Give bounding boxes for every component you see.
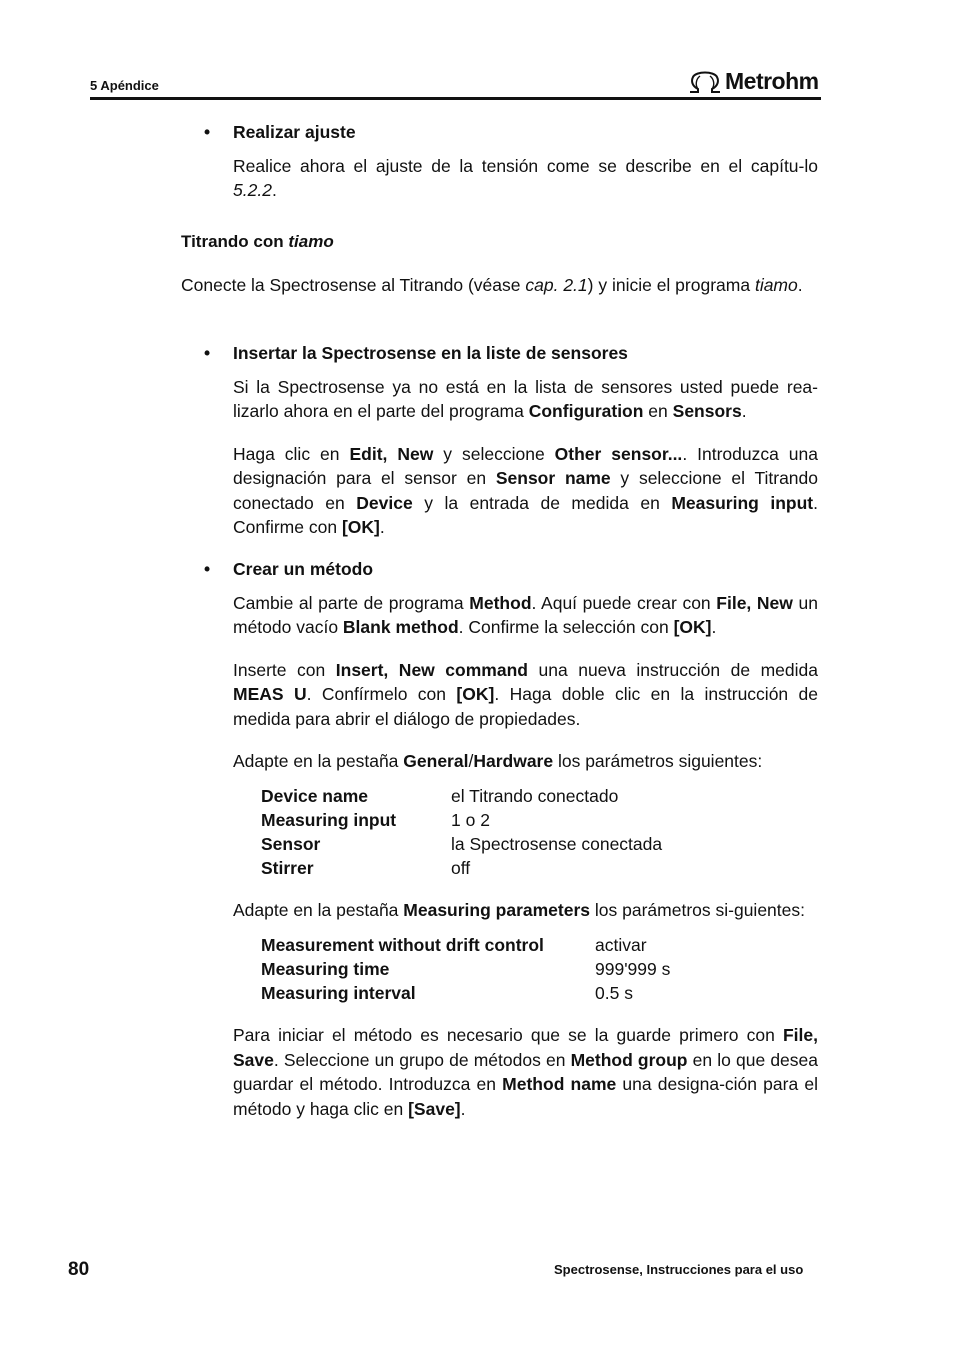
section-heading: Titrando con tiamo <box>181 232 334 251</box>
paragraph: Adapte en la pestaña Measuring parameters los parámetros si-guientes: <box>233 900 805 921</box>
bullet-title: Realizar ajuste <box>233 122 356 142</box>
section-crear-metodo <box>233 557 818 1121</box>
table-row: Measuring input 1 o 2 <box>261 809 490 830</box>
intro-paragraph: Conecte la Spectrosense al Titrando (véase cap. 2.1) y inicie el programa tiamo. <box>181 275 803 295</box>
metrohm-logo <box>688 68 819 95</box>
bullet-dot: • <box>204 343 211 363</box>
paragraph: Inserte con Insert, New command una nueva instrucción de medida MEAS U. Confírmelo con [OK]. Haga doble clic en la instrucción de medida para abrir el diálogo de propiedades. <box>233 659 819 729</box>
section-insertar <box>233 341 818 540</box>
paragraph: Realice ahora el ajuste de la tensión come se describe en el capítu-lo 5.2.2. <box>233 155 818 200</box>
document-title: Spectrosense, Instrucciones para el uso <box>554 1262 804 1277</box>
header-rule <box>90 97 821 100</box>
table-row: Sensor la Spectrosense conectada <box>261 833 663 854</box>
paragraph: Haga clic en Edit, New y seleccione Other sensor.... Introduzca una designación para el sensor en Sensor name y seleccione el Titrando conectado en Device y la entrada de medida en Measuring input. Confirme con [OK]. <box>233 443 819 537</box>
page-number: 80 <box>68 1259 90 1280</box>
omega-icon <box>688 70 722 94</box>
paragraph: Si la Spectrosense ya no está en la lista de sensores usted puede rea-lizarlo ahora en el parte del programa Configuration en Sensors. <box>233 376 818 421</box>
bullet-dot: • <box>204 122 211 142</box>
paragraph: Cambie al parte de programa Method. Aquí puede crear con File, New un método vacío Blank method. Confirme la selección con [OK]. <box>233 592 818 637</box>
table-row: Device name el Titrando conectado <box>261 785 619 806</box>
bullet-title: Crear un método <box>233 559 374 579</box>
bullet-title: Insertar la Spectrosense en la liste de sensores <box>233 343 628 363</box>
table-row: Measuring time 999'999 s <box>261 959 671 980</box>
logo-wordmark: Metrohm <box>725 68 819 94</box>
section-header: 5 Apéndice <box>90 78 159 93</box>
paragraph: Adapte en la pestaña General/Hardware los parámetros siguientes: <box>233 751 763 771</box>
hardware-params-table <box>261 784 662 881</box>
table-row: Stirrer off <box>261 858 471 879</box>
section-realizar-ajuste <box>233 120 818 203</box>
measuring-params-table <box>261 933 670 1006</box>
table-row: Measuring interval 0.5 s <box>261 983 633 1004</box>
paragraph: Para iniciar el método es necesario que se la guarde primero con File, Save. Seleccione un grupo de métodos en Method group en lo que desea guardar el método. Introduzca en Method name una designa-ción para el método y haga clic en [Save]. <box>233 1025 819 1119</box>
table-row: Measurement without drift control activar <box>261 934 647 955</box>
bullet-dot: • <box>204 559 211 579</box>
